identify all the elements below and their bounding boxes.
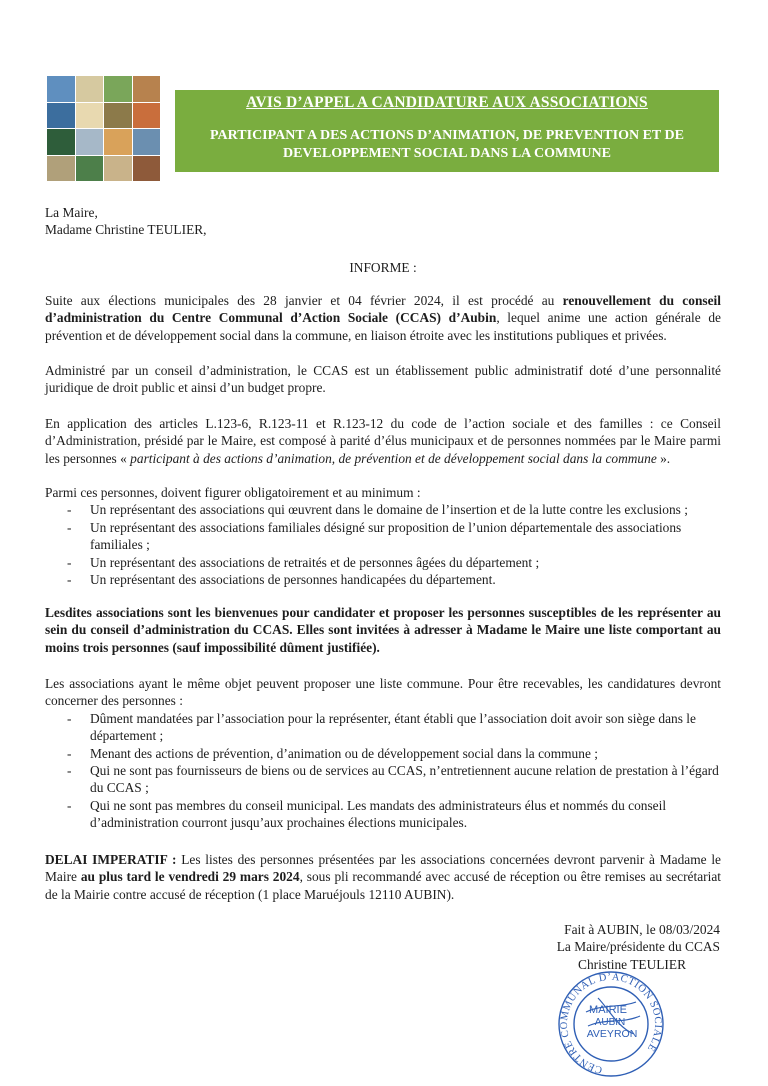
p1-text-c: , lequel anime une action générale de prévention et de développement social dans la commune, en liaison étroite avec les institutions publiques et privées. bbox=[45, 310, 721, 343]
paragraph-7 bbox=[45, 851, 721, 903]
signature-name: Christine TEULIER bbox=[578, 956, 686, 972]
paragraph-3 bbox=[45, 415, 721, 467]
signature-role: La Maire/présidente du CCAS bbox=[556, 939, 720, 955]
p1-text-bold: renouvellement du conseil d’administration du Centre Communal d’Action Sociale (CCAS) d’Aubin bbox=[45, 293, 721, 326]
p4-list bbox=[45, 501, 721, 588]
addressee-line-1: La Maire, bbox=[45, 205, 98, 220]
stamp-ring-text: CENTRE COMMUNAL D’ACTION SOCIALE bbox=[558, 971, 664, 1076]
paragraph-1 bbox=[45, 292, 721, 344]
paragraph-6 bbox=[45, 675, 721, 832]
header-banner bbox=[175, 90, 719, 172]
p3-text-italic: participant à des actions d’animation, de prévention et de développement social dans la commune bbox=[130, 450, 657, 466]
p6-intro: Les associations ayant le même objet peuvent proposer une liste commune. Pour être recevables, les candidatures devront concerner des personnes : bbox=[45, 676, 721, 709]
addressee bbox=[45, 204, 721, 239]
p1-text-a: Suite aux élections municipales des 28 janvier et 04 février 2024, il est procédé au bbox=[45, 293, 563, 308]
p6-list bbox=[45, 710, 721, 832]
stamp-line-1: MAIRIE bbox=[589, 1004, 627, 1016]
stamp-line-2: AUBIN bbox=[594, 1017, 626, 1028]
aubin-logo bbox=[47, 76, 160, 181]
deadline-label: DELAI IMPERATIF : bbox=[45, 852, 177, 867]
banner-title: AVIS D’APPEL A CANDIDATURE AUX ASSOCIATIONS bbox=[246, 94, 648, 111]
p7-deadline-date: au plus tard le vendredi 29 mars 2024 bbox=[80, 869, 300, 885]
banner-subtitle: PARTICIPANT A DES ACTIONS D’ANIMATION, DE PREVENTION ET DE DEVELOPPEMENT SOCIAL DANS LA COMMUNE bbox=[210, 128, 684, 161]
list-item: - Dûment mandatées par l’association pour la représenter, étant établi que l’association doit avoir son siège dans le département ; bbox=[45, 710, 721, 745]
list-item: - Un représentant des associations familiales désigné sur proposition de l’union départementale des associations familiales ; bbox=[45, 519, 721, 554]
addressee-line-2: Madame Christine TEULIER, bbox=[45, 222, 207, 238]
p3-text-a: En application des articles L.123-6, R.123-11 et R.123-12 du code de l’action sociale et des familles : ce Conseil d’Administration, présidé par le Maire, est composé à parité d’élus municipaux et de personnes nommées par le Maire parmi les personnes « bbox=[45, 416, 721, 466]
signature-block bbox=[510, 921, 720, 973]
list-item: - Qui ne sont pas membres du conseil municipal. Les mandats des administrateurs élus et nommés du conseil d’administration courront jusqu’aux prochaines élections municipales. bbox=[45, 797, 721, 832]
list-item: - Menant des actions de prévention, d’animation ou de développement social dans la commune ; bbox=[45, 745, 721, 762]
p3-text-c: ». bbox=[656, 450, 671, 466]
informe-heading: INFORME : bbox=[349, 260, 417, 275]
p4-intro: Parmi ces personnes, doivent figurer obligatoirement et au minimum : bbox=[45, 485, 421, 500]
paragraph-2: Administré par un conseil d’administration, le CCAS est un établissement public administratif doté d’une personnalité juridique de droit public et ainsi d’un budget propre. bbox=[45, 363, 721, 396]
ccas-stamp bbox=[548, 968, 674, 1080]
signature-date: Fait à AUBIN, le 08/03/2024 bbox=[564, 922, 720, 937]
list-item: - Un représentant des associations qui œuvrent dans le domaine de l’insertion et de la lutte contre les exclusions ; bbox=[45, 501, 721, 518]
p7-text-a: Les listes des personnes présentées par les associations concernées devront parvenir à Madame le Maire bbox=[45, 852, 721, 885]
p7-text-c: , sous pli recommandé avec accusé de réception ou être remises au secrétariat de la Mairie contre accusé de réception (1 place Maruéjouls 12110 AUBIN). bbox=[45, 869, 721, 902]
list-item: - Un représentant des associations de personnes handicapées du département. bbox=[45, 571, 721, 588]
stamp-line-3: AVEYRON bbox=[586, 1028, 638, 1040]
list-item: - Qui ne sont pas fournisseurs de biens ou de services au CCAS, n’entretiennent aucune relation de prestation à l’égard du CCAS ; bbox=[45, 762, 721, 797]
paragraph-5: Lesdites associations sont les bienvenues pour candidater et proposer les personnes susceptibles de les représenter au sein du conseil d’administration du CCAS. Elles sont invitées à adresser à Madame le Maire une liste comportant au moins trois personnes (sauf impossibilité dûment justifiée). bbox=[45, 605, 721, 655]
paragraph-4 bbox=[45, 484, 721, 588]
list-item: - Un représentant des associations de retraités et de personnes âgées du département ; bbox=[45, 554, 721, 571]
